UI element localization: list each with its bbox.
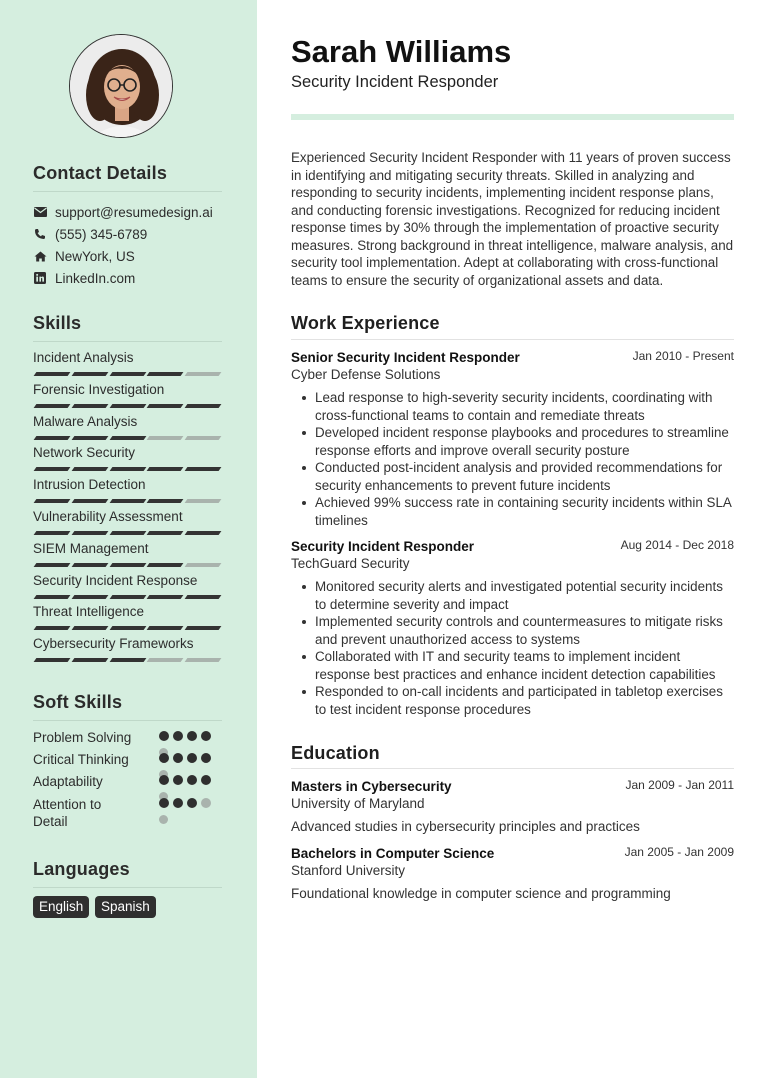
skills-heading: Skills — [33, 313, 82, 333]
divider — [33, 887, 222, 888]
skill-item — [33, 572, 222, 589]
school-name: Stanford University — [291, 863, 406, 878]
skill-bar-filled — [34, 658, 71, 662]
skill-bar-empty — [185, 563, 222, 567]
skill-rating — [33, 499, 222, 503]
skill-bar-filled — [147, 563, 184, 567]
soft-skill-name: Critical Thinking — [33, 752, 129, 767]
contact-heading: Contact Details — [33, 163, 168, 183]
job-bullet: Responded to on-call incidents and participated in tabletop exercises to test incident response procedures — [315, 683, 737, 718]
rating-dot-filled — [201, 775, 211, 785]
skill-bar-filled — [147, 499, 184, 503]
rating-dot-filled — [159, 775, 169, 785]
skill-rating — [33, 372, 222, 376]
job-bullet: Achieved 99% success rate in containing security incidents within SLA timelines — [315, 494, 737, 529]
skill-item — [33, 381, 222, 398]
skill-bar-filled — [34, 436, 71, 440]
skill-bar-filled — [147, 595, 184, 599]
skill-bar-filled — [147, 467, 184, 471]
skill-bar-filled — [34, 467, 71, 471]
contact-phone[interactable] — [33, 225, 147, 243]
skill-item — [33, 444, 222, 461]
rating-dot-filled — [201, 731, 211, 741]
skill-bar-filled — [110, 404, 147, 408]
job-bullets — [315, 389, 737, 529]
skill-bar-filled — [72, 595, 109, 599]
envelope-icon — [33, 205, 47, 219]
skill-name: Security Incident Response — [33, 572, 198, 588]
job-date: Aug 2014 - Dec 2018 — [620, 538, 734, 552]
skill-bar-filled — [72, 404, 109, 408]
skill-rating — [33, 595, 222, 599]
skill-bar-filled — [72, 658, 109, 662]
skill-bar-filled — [185, 404, 222, 408]
skill-bar-filled — [72, 563, 109, 567]
skill-bar-filled — [72, 436, 109, 440]
skill-bar-empty — [185, 436, 222, 440]
skill-bar-filled — [72, 626, 109, 630]
skill-rating — [33, 658, 222, 662]
skill-bar-empty — [185, 658, 222, 662]
skill-rating — [33, 436, 222, 440]
skill-bar-filled — [34, 531, 71, 535]
skill-bar-empty — [185, 372, 222, 376]
skill-bar-filled — [34, 563, 71, 567]
contact-email-text: support@resumedesign.ai — [55, 204, 213, 220]
skill-name: Cybersecurity Frameworks — [33, 636, 194, 652]
skill-bar-filled — [110, 436, 147, 440]
rating-dot-empty — [201, 798, 211, 808]
skill-bar-filled — [110, 626, 147, 630]
job-bullet: Developed incident response playbooks and procedures to streamline response efforts and improve overall security posture — [315, 424, 737, 459]
job-bullet: Implemented security controls and countermeasures to mitigate risks and prevent unauthorized access to systems — [315, 613, 737, 648]
skill-bar-filled — [147, 626, 184, 630]
soft-skill-name: Attention to Detail — [33, 797, 102, 829]
degree-title: Masters in Cybersecurity — [291, 779, 452, 794]
skill-name: Vulnerability Assessment — [33, 509, 183, 524]
skill-bar-filled — [34, 372, 71, 376]
skill-item — [33, 540, 222, 557]
skill-bar-filled — [185, 626, 222, 630]
divider — [291, 339, 734, 340]
rating-dot-filled — [173, 775, 183, 785]
skill-item — [33, 635, 222, 652]
skill-bar-filled — [34, 404, 71, 408]
degree-description: Foundational knowledge in computer science and programming — [291, 886, 671, 901]
rating-dot-filled — [187, 798, 197, 808]
job-date: Jan 2010 - Present — [632, 349, 734, 363]
linkedin-icon — [33, 271, 47, 285]
job-bullets — [315, 578, 737, 718]
skill-bar-filled — [147, 404, 184, 408]
skill-bar-filled — [34, 499, 71, 503]
skill-rating — [33, 563, 222, 567]
rating-dot-filled — [173, 798, 183, 808]
skill-bar-filled — [34, 595, 71, 599]
candidate-role: Security Incident Responder — [291, 73, 499, 91]
degree-date: Jan 2009 - Jan 2011 — [625, 778, 734, 792]
skill-name: Intrusion Detection — [33, 477, 146, 493]
skill-name: Incident Analysis — [33, 350, 134, 365]
skill-bar-filled — [110, 531, 147, 535]
avatar — [69, 34, 173, 138]
skill-name: Threat Intelligence — [33, 604, 145, 620]
profile-photo — [70, 35, 173, 138]
skill-bar-filled — [147, 531, 184, 535]
skill-name: Malware Analysis — [33, 413, 138, 429]
skill-rating — [33, 531, 222, 535]
rating-dot-filled — [173, 753, 183, 763]
divider — [33, 191, 222, 192]
skill-bar-empty — [147, 658, 184, 662]
skill-bar-empty — [185, 499, 222, 503]
skill-bar-filled — [110, 658, 147, 662]
skill-name: Forensic Investigation — [33, 381, 165, 397]
contact-linkedin-text: LinkedIn.com — [55, 270, 136, 286]
home-icon — [33, 249, 47, 263]
soft-skill-name: Problem Solving — [33, 730, 132, 745]
skill-bar-filled — [110, 595, 147, 599]
job-bullet: Conducted post-incident analysis and provided recommendations for security enhancements to prevent future incidents — [315, 459, 737, 494]
soft-skill-name: Adaptability — [33, 774, 103, 789]
languages-heading: Languages — [33, 859, 130, 879]
skill-name: Network Security — [33, 445, 136, 461]
contact-phone-text: (555) 345-6789 — [55, 226, 148, 242]
skill-bar-filled — [110, 467, 147, 471]
skill-name: SIEM Management — [33, 540, 149, 556]
contact-location — [33, 247, 135, 265]
rating-dot-filled — [187, 753, 197, 763]
skill-bar-filled — [72, 531, 109, 535]
summary-text: Experienced Security Incident Responder with 11 years of proven success in identifying and mitigating security threats. Skilled in analyzing and responding to security incidents, implementing incident response plans, and conducting forensic investigations. Recognized for reducing incident response times by 30% through the implementation of proactive security measures. Strong background in threat intelligence, malware analysis, and security tool implementation. Adept at collaborating with cross-functional teams to ensure the security of organizational assets and data. — [291, 150, 734, 288]
skill-bar-filled — [72, 467, 109, 471]
skill-bar-filled — [110, 372, 147, 376]
contact-email[interactable] — [33, 203, 213, 221]
rating-dot-filled — [173, 731, 183, 741]
skill-bar-filled — [110, 563, 147, 567]
education-heading: Education — [291, 743, 380, 763]
skill-rating — [33, 467, 222, 471]
phone-icon — [33, 227, 47, 241]
contact-linkedin[interactable] — [33, 269, 135, 287]
skill-bar-filled — [72, 499, 109, 503]
rating-dot-filled — [187, 731, 197, 741]
candidate-name: Sarah Williams — [291, 34, 512, 69]
degree-description: Advanced studies in cybersecurity principles and practices — [291, 819, 640, 834]
skill-rating — [33, 626, 222, 630]
job-company: TechGuard Security — [291, 556, 410, 571]
job-company: Cyber Defense Solutions — [291, 367, 441, 382]
job-title: Security Incident Responder — [291, 539, 475, 554]
soft-skills-heading: Soft Skills — [33, 692, 123, 712]
school-name: University of Maryland — [291, 796, 425, 811]
rating-dot-empty — [159, 815, 168, 824]
divider — [291, 768, 734, 769]
skill-bar-filled — [185, 595, 222, 599]
divider — [33, 341, 222, 342]
skill-bar-filled — [72, 372, 109, 376]
rating-dot-filled — [159, 731, 169, 741]
job-title: Senior Security Incident Responder — [291, 350, 520, 365]
skill-item — [33, 413, 222, 430]
skill-bar-filled — [185, 531, 222, 535]
job-bullet: Monitored security alerts and investigated potential security incidents to determine severity and impact — [315, 578, 737, 613]
language-badge: English — [33, 896, 89, 918]
rating-dot-filled — [201, 753, 211, 763]
skill-bar-filled — [34, 626, 71, 630]
degree-title: Bachelors in Computer Science — [291, 846, 495, 861]
job-bullet: Collaborated with IT and security teams to implement incident response best practices and enhance incident detection capabilities — [315, 648, 737, 683]
skill-bar-filled — [185, 467, 222, 471]
rating-dot-filled — [159, 753, 169, 763]
skill-item — [33, 349, 222, 366]
skill-bar-filled — [110, 499, 147, 503]
degree-date: Jan 2005 - Jan 2009 — [624, 845, 734, 859]
divider — [33, 720, 222, 721]
skill-item — [33, 508, 222, 525]
contact-location-text: NewYork, US — [55, 248, 135, 264]
skill-item — [33, 476, 222, 493]
job-bullet: Lead response to high-severity security incidents, coordinating with cross-functional teams to contain and remediate threats — [315, 389, 737, 424]
rating-dot-filled — [187, 775, 197, 785]
skill-item — [33, 603, 222, 620]
rating-dot-filled — [159, 798, 169, 808]
skill-bar-filled — [147, 372, 184, 376]
skill-bar-empty — [147, 436, 184, 440]
accent-bar — [291, 114, 734, 120]
work-experience-heading: Work Experience — [291, 313, 440, 333]
language-badge: Spanish — [95, 896, 156, 918]
skill-rating — [33, 404, 222, 408]
